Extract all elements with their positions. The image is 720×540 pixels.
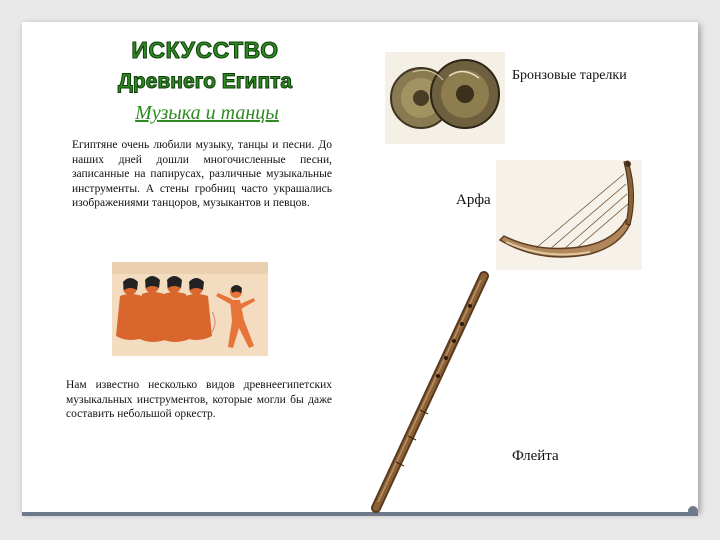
slide-bottom-cap — [688, 506, 698, 516]
harp-label: Арфа — [456, 192, 491, 208]
subtitle: Музыка и танцы — [135, 102, 279, 124]
intro-paragraph: Египтяне очень любили музыку, танцы и песни. До наших дней дошли многочисленные песни, записанные на папирусах, различные музыкальные инструменты. А стены гробниц часто украшались изображениями танцоров, музыкантов и певцов. — [72, 139, 332, 209]
flute-label: Флейта — [512, 448, 559, 464]
cymbals-image — [385, 52, 505, 144]
title-line-1: ИСКУССТВО — [131, 37, 279, 63]
flute-image — [360, 270, 500, 515]
cymbals-label: Бронзовые тарелки — [512, 68, 627, 83]
harp-image — [496, 160, 642, 270]
fresco-dancers-image — [112, 262, 268, 356]
title-line-2: Древнего Египта — [117, 70, 293, 93]
orchestra-paragraph: Нам известно несколько видов древнеегипетских музыкальных инструментов, которые могли бы даже составить небольшой оркестр. — [66, 379, 332, 420]
